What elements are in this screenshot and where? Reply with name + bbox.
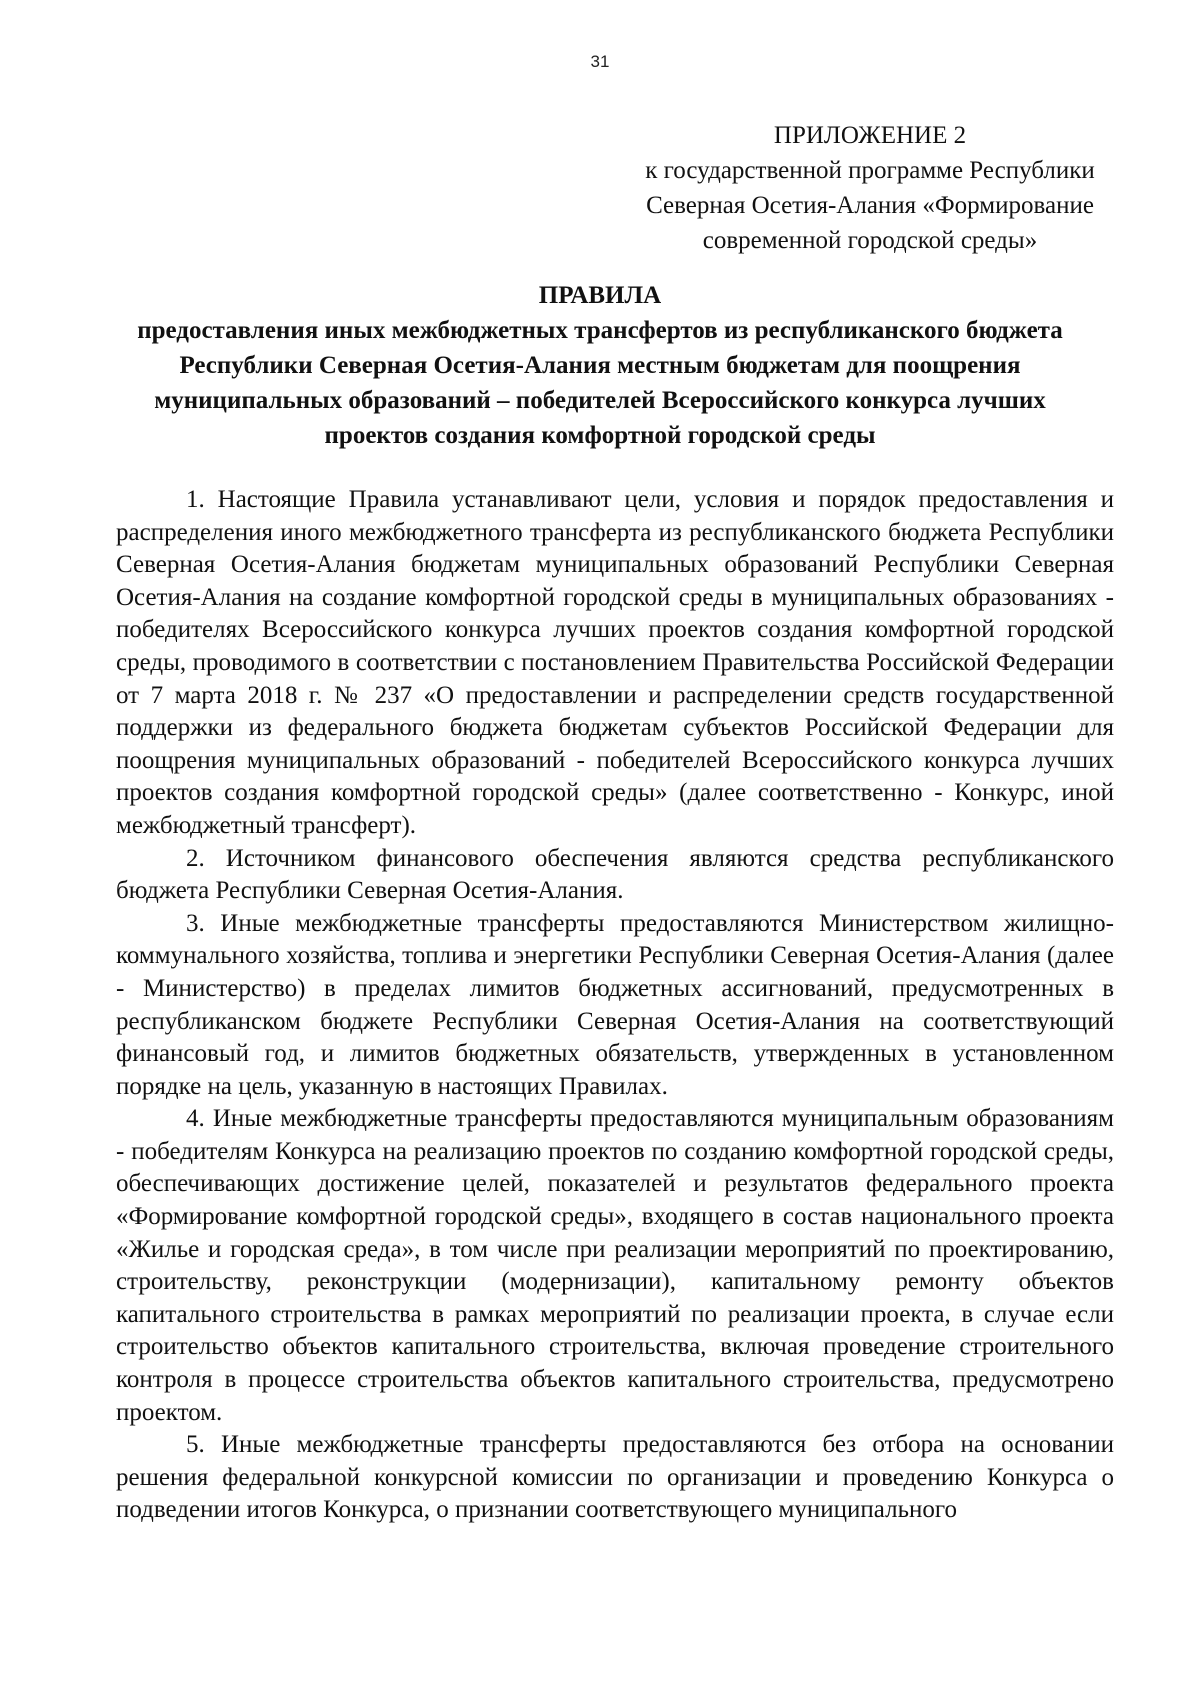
document-title <box>100 278 1100 453</box>
title-line: проектов создания комфортной городской среды <box>324 422 876 449</box>
page-number: 31 <box>590 52 610 71</box>
title-heading: ПРАВИЛА <box>538 282 662 309</box>
title-line: Республики Северная Осетия-Алания местным бюджетам для поощрения <box>179 352 1021 379</box>
paragraph-2: 2. Источником финансового обеспечения являются средства республиканского бюджета Республики Северная Осетия-Алания. <box>116 844 1114 905</box>
paragraph-1: 1. Настоящие Правила устанавливают цели, условия и порядок предоставления и распределения иного межбюджетного трансферта из республиканского бюджета Республики Северная Осетия-Алания бюджетам муниципальных образований Республики Северная Осетия-Алания на создание комфортной городской среды в муниципальных образованиях - победителях Всероссийского конкурса лучших проектов создания комфортной городской среды, проводимого в соответствии с постановлением Правительства Российской Федерации от 7 марта 2018 г. № 237 «О предоставлении и распределении средств государственной поддержки из федерального бюджета бюджетам субъектов Российской Федерации для поощрения муниципальных образований - победителей Всероссийского конкурса лучших проектов создания комфортной городской среды» (далее соответственно - Конкурс, иной межбюджетный трансферт). <box>116 486 1114 839</box>
title-line: муниципальных образований – победителей Всероссийского конкурса лучших <box>154 387 1046 414</box>
title-line: предоставления иных межбюджетных трансфертов из республиканского бюджета <box>137 317 1063 344</box>
paragraph-3: 3. Иные межбюджетные трансферты предоставляются Министерством жилищно-коммунального хозяйства, топлива и энергетики Республики Северная Осетия-Алания (далее - Министерство) в пределах лимитов бюджетных ассигнований, предусмотренных в республиканском бюджете Республики Северная Осетия-Алания на соответствующий финансовый год, и лимитов бюджетных обязательств, утвержденных в установленном порядке на цель, указанную в настоящих Правилах. <box>116 909 1114 1100</box>
document-body <box>116 484 1114 1527</box>
appendix-line: к государственной программе Республики <box>645 157 1095 184</box>
appendix-line: современной городской среды» <box>702 227 1038 254</box>
appendix-header <box>620 118 1120 258</box>
appendix-line: Северная Осетия-Алания «Формирование <box>646 192 1094 219</box>
appendix-label: ПРИЛОЖЕНИЕ 2 <box>773 122 967 149</box>
paragraph-5: 5. Иные межбюджетные трансферты предоставляются без отбора на основании решения федеральной конкурсной комиссии по организации и проведению Конкурса о подведении итогов Конкурса, о признании соответствующего муниципального <box>116 1431 1114 1524</box>
paragraph-4: 4. Иные межбюджетные трансферты предоставляются муниципальным образованиям - победителям Конкурса на реализацию проектов по созданию комфортной городской среды, обеспечивающих достижение целей, показателей и результатов федерального проекта «Формирование комфортной городской среды», входящего в состав национального проекта «Жилье и городская среда», в том числе при реализации мероприятий по проектированию, строительству, реконструкции (модернизации), капитальному ремонту объектов капитального строительства в рамках мероприятий по реализации проекта, в случае если строительство объектов капитального строительства, включая проведение строительного контроля в процессе строительства объектов капитального строительства, предусмотрено проектом. <box>116 1105 1114 1426</box>
